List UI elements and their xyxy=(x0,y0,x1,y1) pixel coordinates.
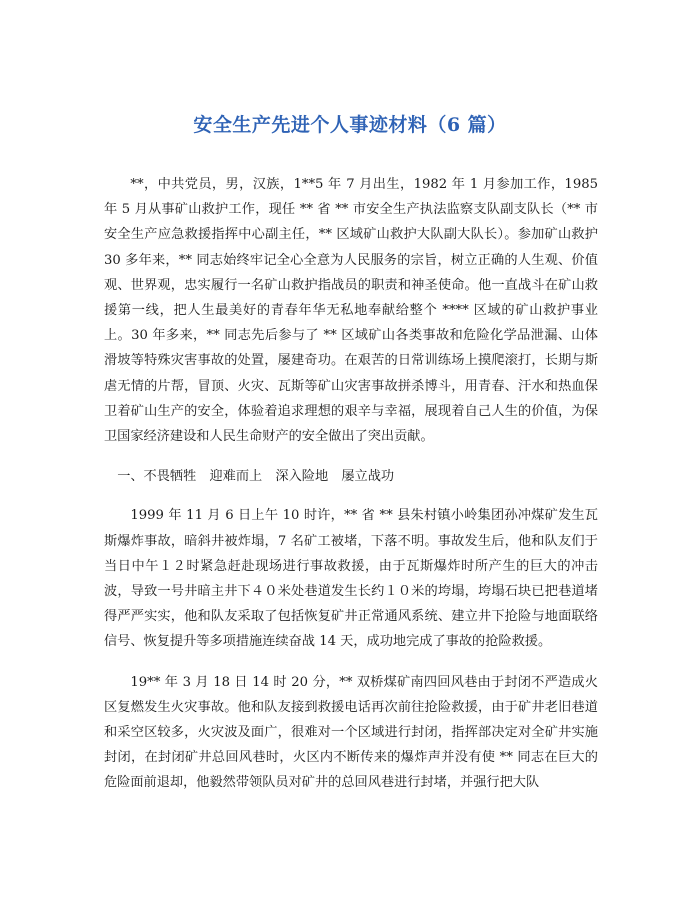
paragraph-intro: **，中共党员，男，汉族，1**5 年 7 月出生，1982 年 1 月参加工作，1985 年 5 月从事矿山救护工作，现任 ** 省 ** 市安全生产执法监察支队副支队长（** 市安全生产应急救援指挥中心副主任，** 区域矿山救护大队副大队长）。参加矿山救护 30 多年来，** 同志始终牢记全心全意为人民服务的宗旨，树立正确的人生观、价值观、世界观，忠实履行一名矿山救护指战员的职责和神圣使命。他一直战斗在矿山救援第一线，把人生最美好的青春年华无私地奉献给整个 **** 区域的矿山救护事业上。30 年多来，** 同志先后参与了 ** 区域矿山各类事故和危险化学品泄漏、山体滑坡等特殊灾害事故的处置，屡建奇功。在艰苦的日常训练场上摸爬滚打，长期与斯虐无情的片帮，冒顶、火灾、瓦斯等矿山灾害事故拼杀博斗，用青春、汗水和热血保卫着矿山生产的安全，体验着追求理想的艰辛与幸福，展现着自己人生的价值，为保卫国家经济建设和人民生命财产的安全做出了突出贡献。 xyxy=(104,177,598,445)
document-body xyxy=(104,172,598,811)
paragraph-1999-rescue: 1999 年 11 月 6 日上午 10 时许，** 省 ** 县朱村镇小岭集团孙冲煤矿发生瓦斯爆炸事故，暗斜井被炸塌，7 名矿工被堵，下落不明。事故发生后，他和队友们于当日中午１２时紧急赶赴现场进行事故救援，由于瓦斯爆炸时所产生的巨大的冲击波，导致一号井暗主井下４０米处巷道发生长约１０米的垮塌，垮塌石块已把巷道堵得严严实实，他和队友采取了包括恢复矿井正常通风系统、建立井下抢险与地面联络信号、恢复提升等多项措施连续奋战 14 天，成功地完成了事故的抢险救援。 xyxy=(104,508,598,650)
document-title: 安全生产先进个人事迹材料（6 篇） xyxy=(193,114,507,136)
section-heading-1: 一、不畏牺牲 迎难而上 深入险地 屡立战功 xyxy=(117,469,395,485)
paragraph-fire-rescue: 19** 年 3 月 18 日 14 时 20 分，** 双桥煤矿南四回风巷由于封闭不严造成火区复燃发生火灾事故。他和队友接到救援电话再次前往抢险救援，由于矿井老旧巷道和采空区较多，火灾波及面广，很难对一个区域进行封闭，指挥部决定对全矿井实施封闭，在封闭矿井总回风巷时，火区内不断传来的爆炸声并没有使 ** 同志在巨大的危险面前退却，他毅然带领队员对矿井的总回风巷进行封堵，并强行把大队 xyxy=(104,674,598,791)
